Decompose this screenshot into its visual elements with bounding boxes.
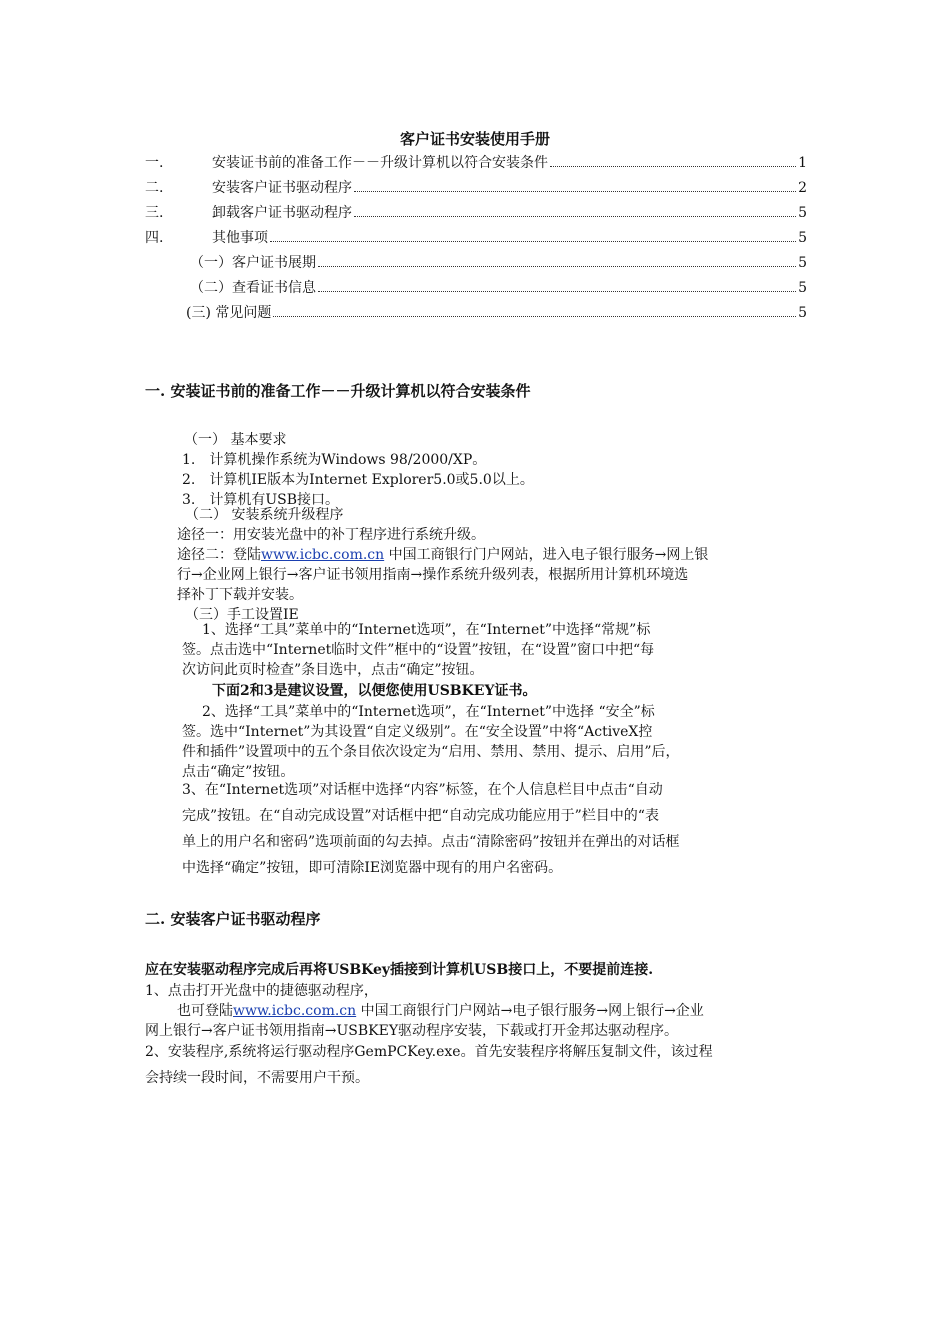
paragraph: 签。选中“Internet”为其设置“自定义级别”。在“安全设置”中将“ActiveX控 <box>182 724 653 740</box>
icbc-website-link[interactable]: www.icbc.com.cn <box>233 1003 357 1019</box>
toc-entry-label: 其他事项 <box>212 230 268 246</box>
toc-entry-page: 1 <box>798 155 807 171</box>
toc-entry-label: 卸载客户证书驱动程序 <box>212 205 352 221</box>
paragraph: 单上的用户名和密码”选项前面的勾去掉。点击“清除密码”按钮并在弹出的对话框 <box>182 834 680 850</box>
paragraph: 择补丁下载并安装。 <box>177 587 303 603</box>
warning-note: 应在安装驱动程序完成后再将USBKey插接到计算机USB接口上，不要提前连接. <box>145 962 654 978</box>
paragraph: 2、安装程序,系统将运行驱动程序GemPCKey.exe。首先安装程序将解压复制文件，该过程 <box>145 1044 713 1060</box>
toc-entry[interactable] <box>145 178 807 198</box>
requirement-item: 3. 计算机有USB接口。 <box>182 492 340 508</box>
subsection-title: （三）手工设置IE <box>185 607 299 623</box>
toc-entry-label: （二）查看证书信息 <box>190 280 316 296</box>
toc-entry-page: 5 <box>798 305 807 321</box>
toc-entry-label: （一）客户证书展期 <box>190 255 316 271</box>
paragraph: 中选择“确定”按钮，即可清除IE浏览器中现有的用户名密码。 <box>182 860 563 876</box>
manual-ie-step1 <box>182 620 807 680</box>
toc-entry[interactable] <box>190 278 807 298</box>
manual-ie-step2 <box>182 702 807 782</box>
section-heading: 二. 安装客户证书驱动程序 <box>145 910 321 928</box>
toc-leader-dots <box>270 240 796 242</box>
toc-entry-page: 5 <box>798 255 807 271</box>
toc-leader-dots <box>354 190 796 192</box>
paragraph: 1、选择“工具”菜单中的“Internet选项”，在“Internet”中选择“常规”标 <box>202 622 651 638</box>
basic-requirements-block <box>182 430 534 510</box>
toc-entry[interactable] <box>190 253 807 273</box>
paragraph-text: 也可登陆 <box>177 1003 233 1019</box>
paragraph: 2、选择“工具”菜单中的“Internet选项”，在“Internet”中选择 “安全”标 <box>202 704 655 720</box>
toc-leader-dots <box>318 290 796 292</box>
paragraph: 网上银行→客户证书领用指南→USBKEY驱动程序安装，下载或打开金邦达驱动程序。 <box>145 1023 679 1039</box>
requirement-item: 1. 计算机操作系统为Windows 98/2000/XP。 <box>182 452 487 468</box>
paragraph-text: 中国工商银行门户网站，进入电子银行服务→网上银 <box>384 547 709 563</box>
toc-entry-page: 5 <box>798 280 807 296</box>
paragraph: 签。点击选中“Internet临时文件”框中的“设置”按钮，在“设置”窗口中把“每 <box>182 642 655 658</box>
toc-entry[interactable] <box>145 203 807 223</box>
toc-entry[interactable] <box>186 303 807 323</box>
document-title: 客户证书安装使用手册 <box>399 130 550 148</box>
section-heading: 一. 安装证书前的准备工作－－升级计算机以符合安装条件 <box>145 382 531 400</box>
toc-entry-label: (三) 常见问题 <box>186 305 272 321</box>
toc-entry-label: 安装客户证书驱动程序 <box>212 180 352 196</box>
recommendation-note: 下面2和3是建议设置，以便您使用USBKEY证书。 <box>212 683 537 699</box>
toc-leader-dots <box>318 265 796 267</box>
toc-entry-page: 5 <box>798 230 807 246</box>
paragraph: 行→企业网上银行→客户证书领用指南→操作系统升级列表，根据所用计算机环境选 <box>177 567 689 583</box>
paragraph: 会持续一段时间，不需要用户干预。 <box>145 1070 369 1086</box>
toc-leader-dots <box>273 315 796 317</box>
paragraph-text: 途径二：登陆 <box>177 547 261 563</box>
toc-leader-dots <box>550 165 796 167</box>
toc-entry[interactable] <box>145 153 807 173</box>
paragraph: 次访问此页时检查”条目选中，点击“确定”按钮。 <box>182 662 484 678</box>
toc-leader-dots <box>354 215 796 217</box>
paragraph-text: 中国工商银行门户网站→电子银行服务→网上银行→企业 <box>356 1003 704 1019</box>
toc-entry[interactable] <box>145 228 807 248</box>
toc-entry-number: 二. <box>145 180 164 196</box>
toc-entry-page: 2 <box>798 180 807 196</box>
toc-entry-page: 5 <box>798 205 807 221</box>
toc-entry-label: 安装证书前的准备工作－－升级计算机以符合安装条件 <box>212 155 548 171</box>
paragraph <box>145 1001 810 1021</box>
paragraph: 件和插件”设置项中的五个条目依次设定为“启用、禁用、禁用、提示、启用”后， <box>182 744 680 760</box>
toc-entry-number: 四. <box>145 230 164 246</box>
toc-entry-number: 三. <box>145 205 164 221</box>
subsection-title: （一） 基本要求 <box>184 432 287 448</box>
icbc-website-link[interactable]: www.icbc.com.cn <box>261 547 385 563</box>
manual-ie-step3 <box>182 777 807 881</box>
paragraph <box>177 545 807 565</box>
install-steps-block <box>145 981 810 1041</box>
paragraph: 3、在“Internet选项”对话框中选择“内容”标签，在个人信息栏目中点击“自动 <box>182 782 663 798</box>
requirement-item: 2. 计算机IE版本为Internet Explorer5.0或5.0以上。 <box>182 472 534 488</box>
paragraph: 完成”按钮。在“自动完成设置”对话框中把“自动完成功能应用于”栏目中的“表 <box>182 808 659 824</box>
paragraph: 途径一：用安装光盘中的补丁程序进行系统升级。 <box>177 527 485 543</box>
toc-entry-number: 一. <box>145 155 164 171</box>
paragraph: 点击“确定”按钮。 <box>182 764 295 780</box>
install-step2-block <box>145 1039 810 1091</box>
subsection-title: （二） 安装系统升级程序 <box>185 507 344 523</box>
system-upgrade-block <box>177 505 807 625</box>
paragraph: 1、点击打开光盘中的捷德驱动程序， <box>145 983 378 999</box>
